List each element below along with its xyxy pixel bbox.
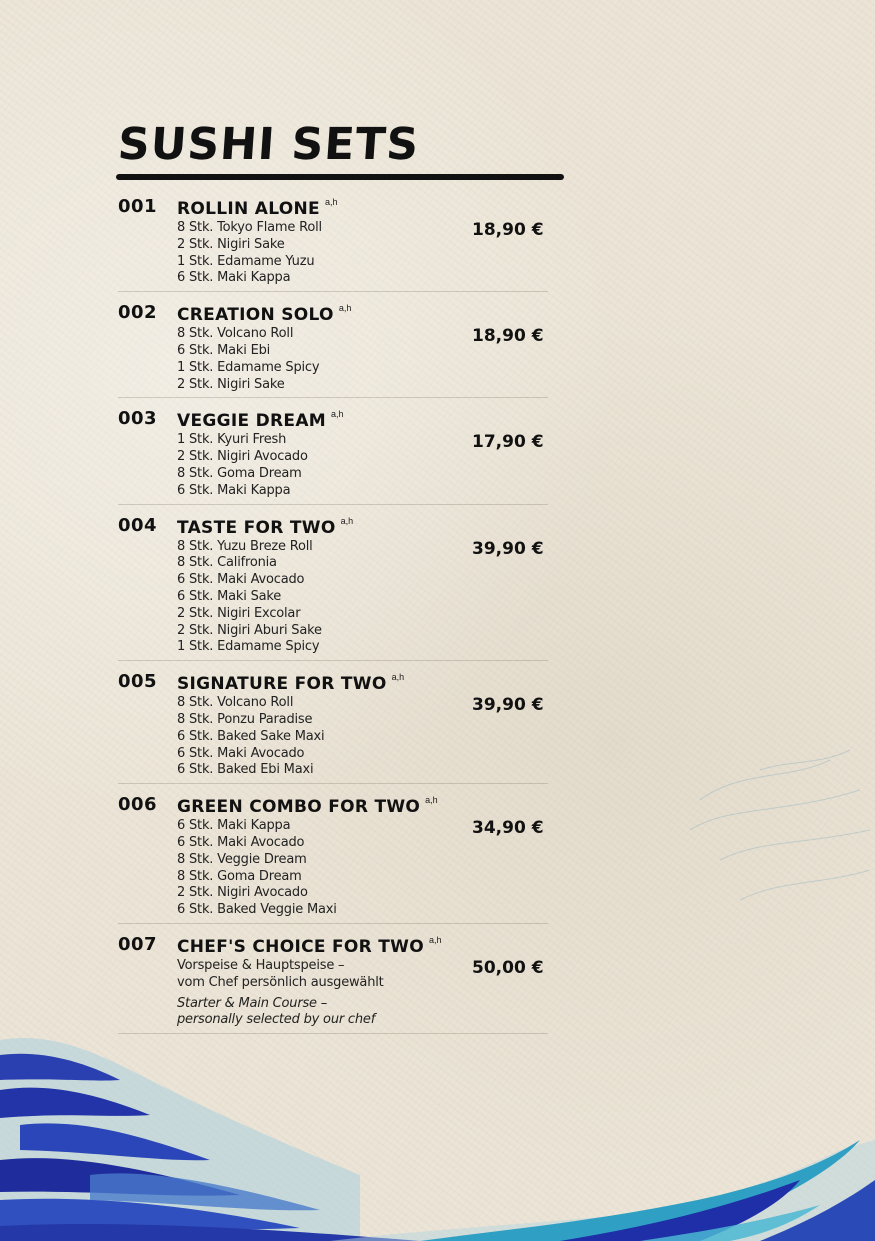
- item-component: 8 Stk. Califronia: [177, 555, 277, 571]
- item-component: 1 Stk. Edamame Spicy: [177, 639, 320, 655]
- item-allergens: a,h: [338, 303, 352, 314]
- item-number: 006: [118, 794, 158, 816]
- item-component: 6 Stk. Maki Kappa: [177, 482, 291, 498]
- item-name-row: [177, 667, 457, 695]
- item-allergens: a,h: [425, 795, 438, 806]
- item-number: 007: [118, 933, 158, 955]
- item-price: 18,90 €: [472, 220, 544, 240]
- item-body: [177, 667, 457, 779]
- item-price: 50,00 €: [472, 957, 544, 978]
- item-component: 8 Stk. Yuzu Breze Roll: [177, 538, 313, 554]
- item-name-row: [177, 511, 457, 539]
- item-component: vom Chef persönlich ausgewählt: [177, 974, 384, 990]
- item-component: 2 Stk. Nigiri Sake: [177, 236, 285, 252]
- item-component-english: personally selected by our chef: [177, 1012, 376, 1028]
- item-name: TASTE FOR TWO: [177, 517, 336, 538]
- item-body: [177, 930, 457, 1029]
- item-component: 6 Stk. Maki Avocado: [177, 834, 305, 850]
- item-number: 005: [118, 671, 158, 693]
- item-name: VEGGIE DREAM: [177, 411, 327, 432]
- item-component: 1 Stk. Edamame Spicy: [177, 359, 320, 375]
- wave-right: [330, 1140, 875, 1241]
- item-body: [177, 511, 457, 657]
- item-component: 6 Stk. Maki Avocado: [177, 745, 305, 761]
- item-name: CREATION SOLO: [177, 305, 334, 326]
- title-underline: [116, 174, 564, 180]
- item-allergens: a,h: [391, 672, 405, 683]
- menu-item: [118, 192, 548, 292]
- page-title: SUSHI SETS: [116, 119, 421, 170]
- item-component: 2 Stk. Nigiri Avocado: [177, 885, 308, 901]
- item-name-row: [177, 930, 457, 958]
- item-number: 004: [118, 514, 158, 536]
- item-number: 002: [118, 302, 158, 324]
- item-component: 6 Stk. Maki Sake: [177, 588, 282, 604]
- menu-item: [118, 511, 548, 662]
- item-name: CHEF'S CHOICE FOR TWO: [177, 936, 424, 957]
- item-component: 6 Stk. Baked Veggie Maxi: [177, 902, 337, 918]
- item-name: SIGNATURE FOR TWO: [177, 674, 387, 695]
- item-component: 8 Stk. Volcano Roll: [177, 695, 294, 711]
- menu-item: [118, 404, 548, 504]
- item-name-row: [177, 404, 457, 432]
- item-number: 003: [118, 408, 158, 430]
- item-name: ROLLIN ALONE: [177, 199, 320, 219]
- item-body: [177, 192, 457, 287]
- item-component: 6 Stk. Baked Ebi Maxi: [177, 762, 314, 778]
- item-component: 8 Stk. Goma Dream: [177, 465, 302, 481]
- item-component: 8 Stk. Tokyo Flame Roll: [177, 220, 322, 235]
- item-component: 2 Stk. Nigiri Sake: [177, 376, 285, 392]
- menu-item: [118, 667, 548, 784]
- wave-foam-faint: [690, 750, 870, 900]
- item-name-row: [177, 298, 457, 326]
- item-component: 6 Stk. Baked Sake Maxi: [177, 728, 325, 744]
- item-allergens: a,h: [428, 934, 442, 945]
- item-component: 8 Stk. Ponzu Paradise: [177, 711, 313, 727]
- item-allergens: a,h: [324, 197, 338, 207]
- item-number: 001: [118, 196, 158, 217]
- item-price: 17,90 €: [472, 432, 544, 453]
- item-name: GREEN COMBO FOR TWO: [177, 797, 421, 818]
- sushi-set-list: [118, 192, 548, 1040]
- item-price: 39,90 €: [472, 695, 544, 716]
- item-component: 8 Stk. Volcano Roll: [177, 326, 294, 342]
- item-component-english: Starter & Main Course –: [177, 995, 328, 1011]
- item-body: [177, 404, 457, 499]
- item-component: 1 Stk. Kyuri Fresh: [177, 432, 287, 448]
- item-component: 6 Stk. Maki Kappa: [177, 270, 291, 286]
- menu-item: [118, 930, 548, 1034]
- item-price: 18,90 €: [472, 326, 544, 347]
- item-name-row: [177, 192, 457, 220]
- item-body: [177, 790, 457, 919]
- menu-item: [118, 298, 548, 398]
- item-allergens: a,h: [340, 515, 354, 526]
- item-body: [177, 298, 457, 393]
- item-name-row: [177, 790, 457, 818]
- item-component: 2 Stk. Nigiri Avocado: [177, 449, 308, 465]
- item-component: 2 Stk. Nigiri Aburi Sake: [177, 622, 322, 638]
- item-price: 39,90 €: [472, 538, 544, 559]
- menu-item: [118, 790, 548, 924]
- item-price: 34,90 €: [472, 818, 544, 839]
- item-component: Vorspeise & Hauptspeise –: [177, 957, 345, 973]
- item-component: 6 Stk. Maki Avocado: [177, 572, 305, 588]
- item-component: 6 Stk. Maki Ebi: [177, 342, 271, 358]
- item-component: 8 Stk. Goma Dream: [177, 868, 302, 884]
- item-component: 2 Stk. Nigiri Excolar: [177, 605, 301, 621]
- item-component: 1 Stk. Edamame Yuzu: [177, 253, 315, 269]
- wave-left: [0, 1038, 420, 1241]
- item-component: 8 Stk. Veggie Dream: [177, 851, 307, 867]
- item-allergens: a,h: [331, 409, 344, 420]
- item-component: 6 Stk. Maki Kappa: [177, 818, 291, 834]
